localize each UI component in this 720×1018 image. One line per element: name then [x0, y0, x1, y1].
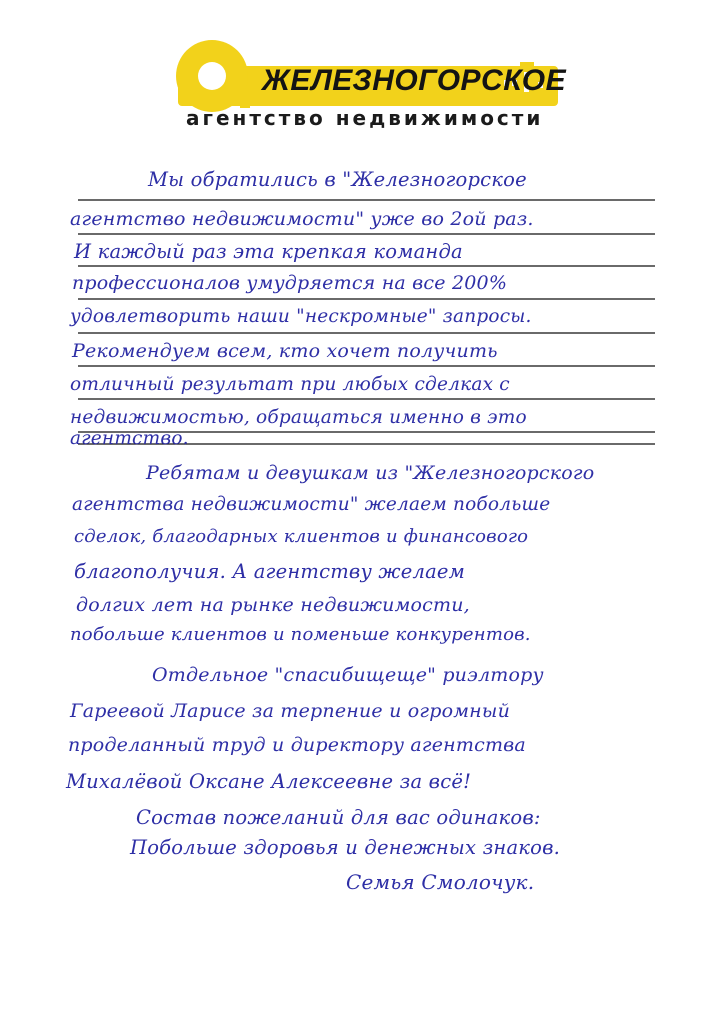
letter-line: побольше клиентов и поменьше конкурентов.	[70, 624, 531, 645]
letter-line: агентство.	[70, 428, 189, 449]
letter-line: Гареевой Ларисе за терпение и огромный	[70, 700, 511, 722]
letter-line: долгих лет на рынке недвижимости,	[76, 594, 470, 616]
letter-line: агентство недвижимости" уже во 2ой раз.	[70, 208, 534, 230]
letter-line: благополучия. А агентству желаем	[74, 560, 466, 583]
letter-line: Мы обратились в "Железногорское	[148, 168, 527, 191]
brand-name: ЖЕЛЕЗНОГОРСКОЕ	[262, 64, 567, 97]
letter-line: проделанный труд и директору агентства	[68, 734, 526, 756]
letter-line: профессионалов умудряется на все 200%	[72, 272, 508, 294]
brand-subtitle: агентство недвижимости	[186, 106, 544, 130]
letter-line: отличный результат при любых сделках с	[70, 374, 510, 395]
letter-line: Ребятам и девушкам из "Железногорского	[146, 462, 595, 484]
letter-line: сделок, благодарных клиентов и финансового	[74, 526, 529, 547]
letter-line: удовлетворить наши "нескромные" запросы.	[70, 306, 532, 327]
letter-line: Побольше здоровья и денежных знаков.	[130, 836, 561, 859]
signature: Семья Смолочук.	[346, 870, 535, 894]
letter-line: недвижимостью, обращаться именно в это	[70, 407, 527, 428]
letter-line: И каждый раз эта крепкая команда	[74, 240, 463, 263]
letter-line: Рекомендуем всем, кто хочет получить	[72, 340, 498, 362]
letter-line: Состав пожеланий для вас одинаков:	[136, 806, 541, 829]
letter-line: агентства недвижимости" желаем побольше	[72, 494, 551, 515]
letter-line: Михалёвой Оксане Алексеевне за всё!	[66, 770, 472, 793]
letter-line: Отдельное "спасибищеще" риэлтору	[152, 664, 544, 686]
